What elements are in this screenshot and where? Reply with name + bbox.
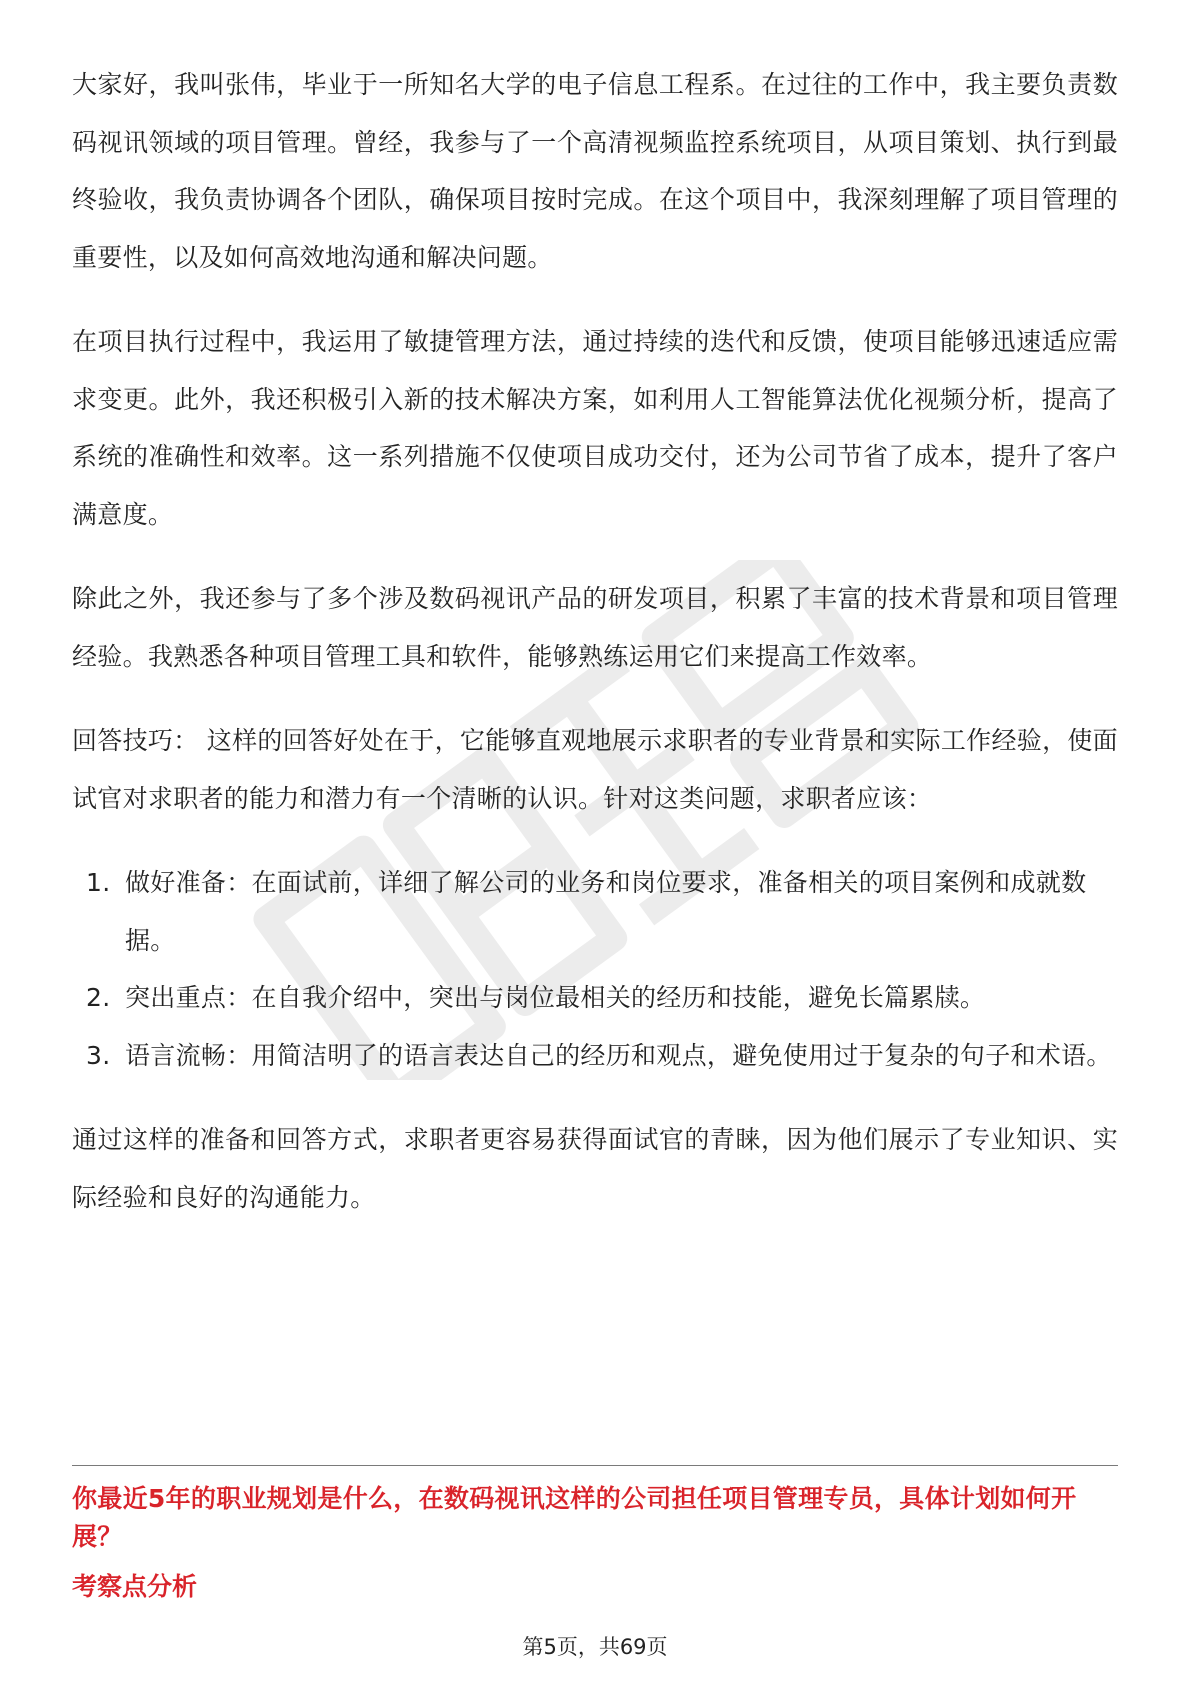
list-item-text: 语言流畅：用简洁明了的语言表达自己的经历和观点，避免使用过于复杂的句子和术语。 [125,1040,1112,1070]
page-content [72,56,1118,1253]
answer-tips-paragraph: 回答技巧： 这样的回答好处在于，它能够直观地展示求职者的专业背景和实际工作经验，使面试官对求职者的能力和潜力有一个清晰的认识。针对这类问题，求职者应该： [72,726,1118,813]
intro-paragraph: 大家好，我叫张伟，毕业于一所知名大学的电子信息工程系。在过往的工作中，我主要负责数码视讯领域的项目管理。曾经，我参与了一个高清视频监控系统项目，从项目策划、执行到最终验收，我负责协调各个团队，确保项目按时完成。在这个项目中，我深刻理解了项目管理的重要性，以及如何高效地沟通和解决问题。 [72,70,1118,272]
tips-list [72,854,1118,1084]
page-number-footer: 第5页，共69页 [522,1635,668,1659]
list-item-number: 1. [86,868,111,897]
list-item-number: 2. [86,983,111,1012]
analysis-section-title: 考察点分析 [72,1572,198,1601]
experience-paragraph: 除此之外，我还参与了多个涉及数码视讯产品的研发项目，积累了丰富的技术背景和项目管理经验。我熟悉各种项目管理工具和软件，能够熟练运用它们来提高工作效率。 [72,584,1118,671]
execution-paragraph: 在项目执行过程中，我运用了敏捷管理方法，通过持续的迭代和反馈，使项目能够迅速适应需求变更。此外，我还积极引入新的技术解决方案，如利用人工智能算法优化视频分析，提高了系统的准确性和效率。这一系列措施不仅使项目成功交付，还为公司节省了成本，提升了客户满意度。 [72,327,1118,529]
closing-paragraph: 通过这样的准备和回答方式，求职者更容易获得面试官的青睐，因为他们展示了专业知识、实际经验和良好的沟通能力。 [72,1125,1118,1212]
list-item [72,969,1118,1027]
next-question-heading: 你最近5年的职业规划是什么，在数码视讯这样的公司担任项目管理专员，具体计划如何开展？ [72,1484,1077,1551]
list-item-text: 做好准备：在面试前，详细了解公司的业务和岗位要求，准备相关的项目案例和成就数据。 [125,868,1087,955]
section-divider [72,1465,1118,1466]
list-item [72,854,1118,969]
list-item [72,1027,1118,1085]
list-item-text: 突出重点：在自我介绍中，突出与岗位最相关的经历和技能，避免长篇累牍。 [125,983,986,1012]
list-item-number: 3. [86,1040,111,1070]
